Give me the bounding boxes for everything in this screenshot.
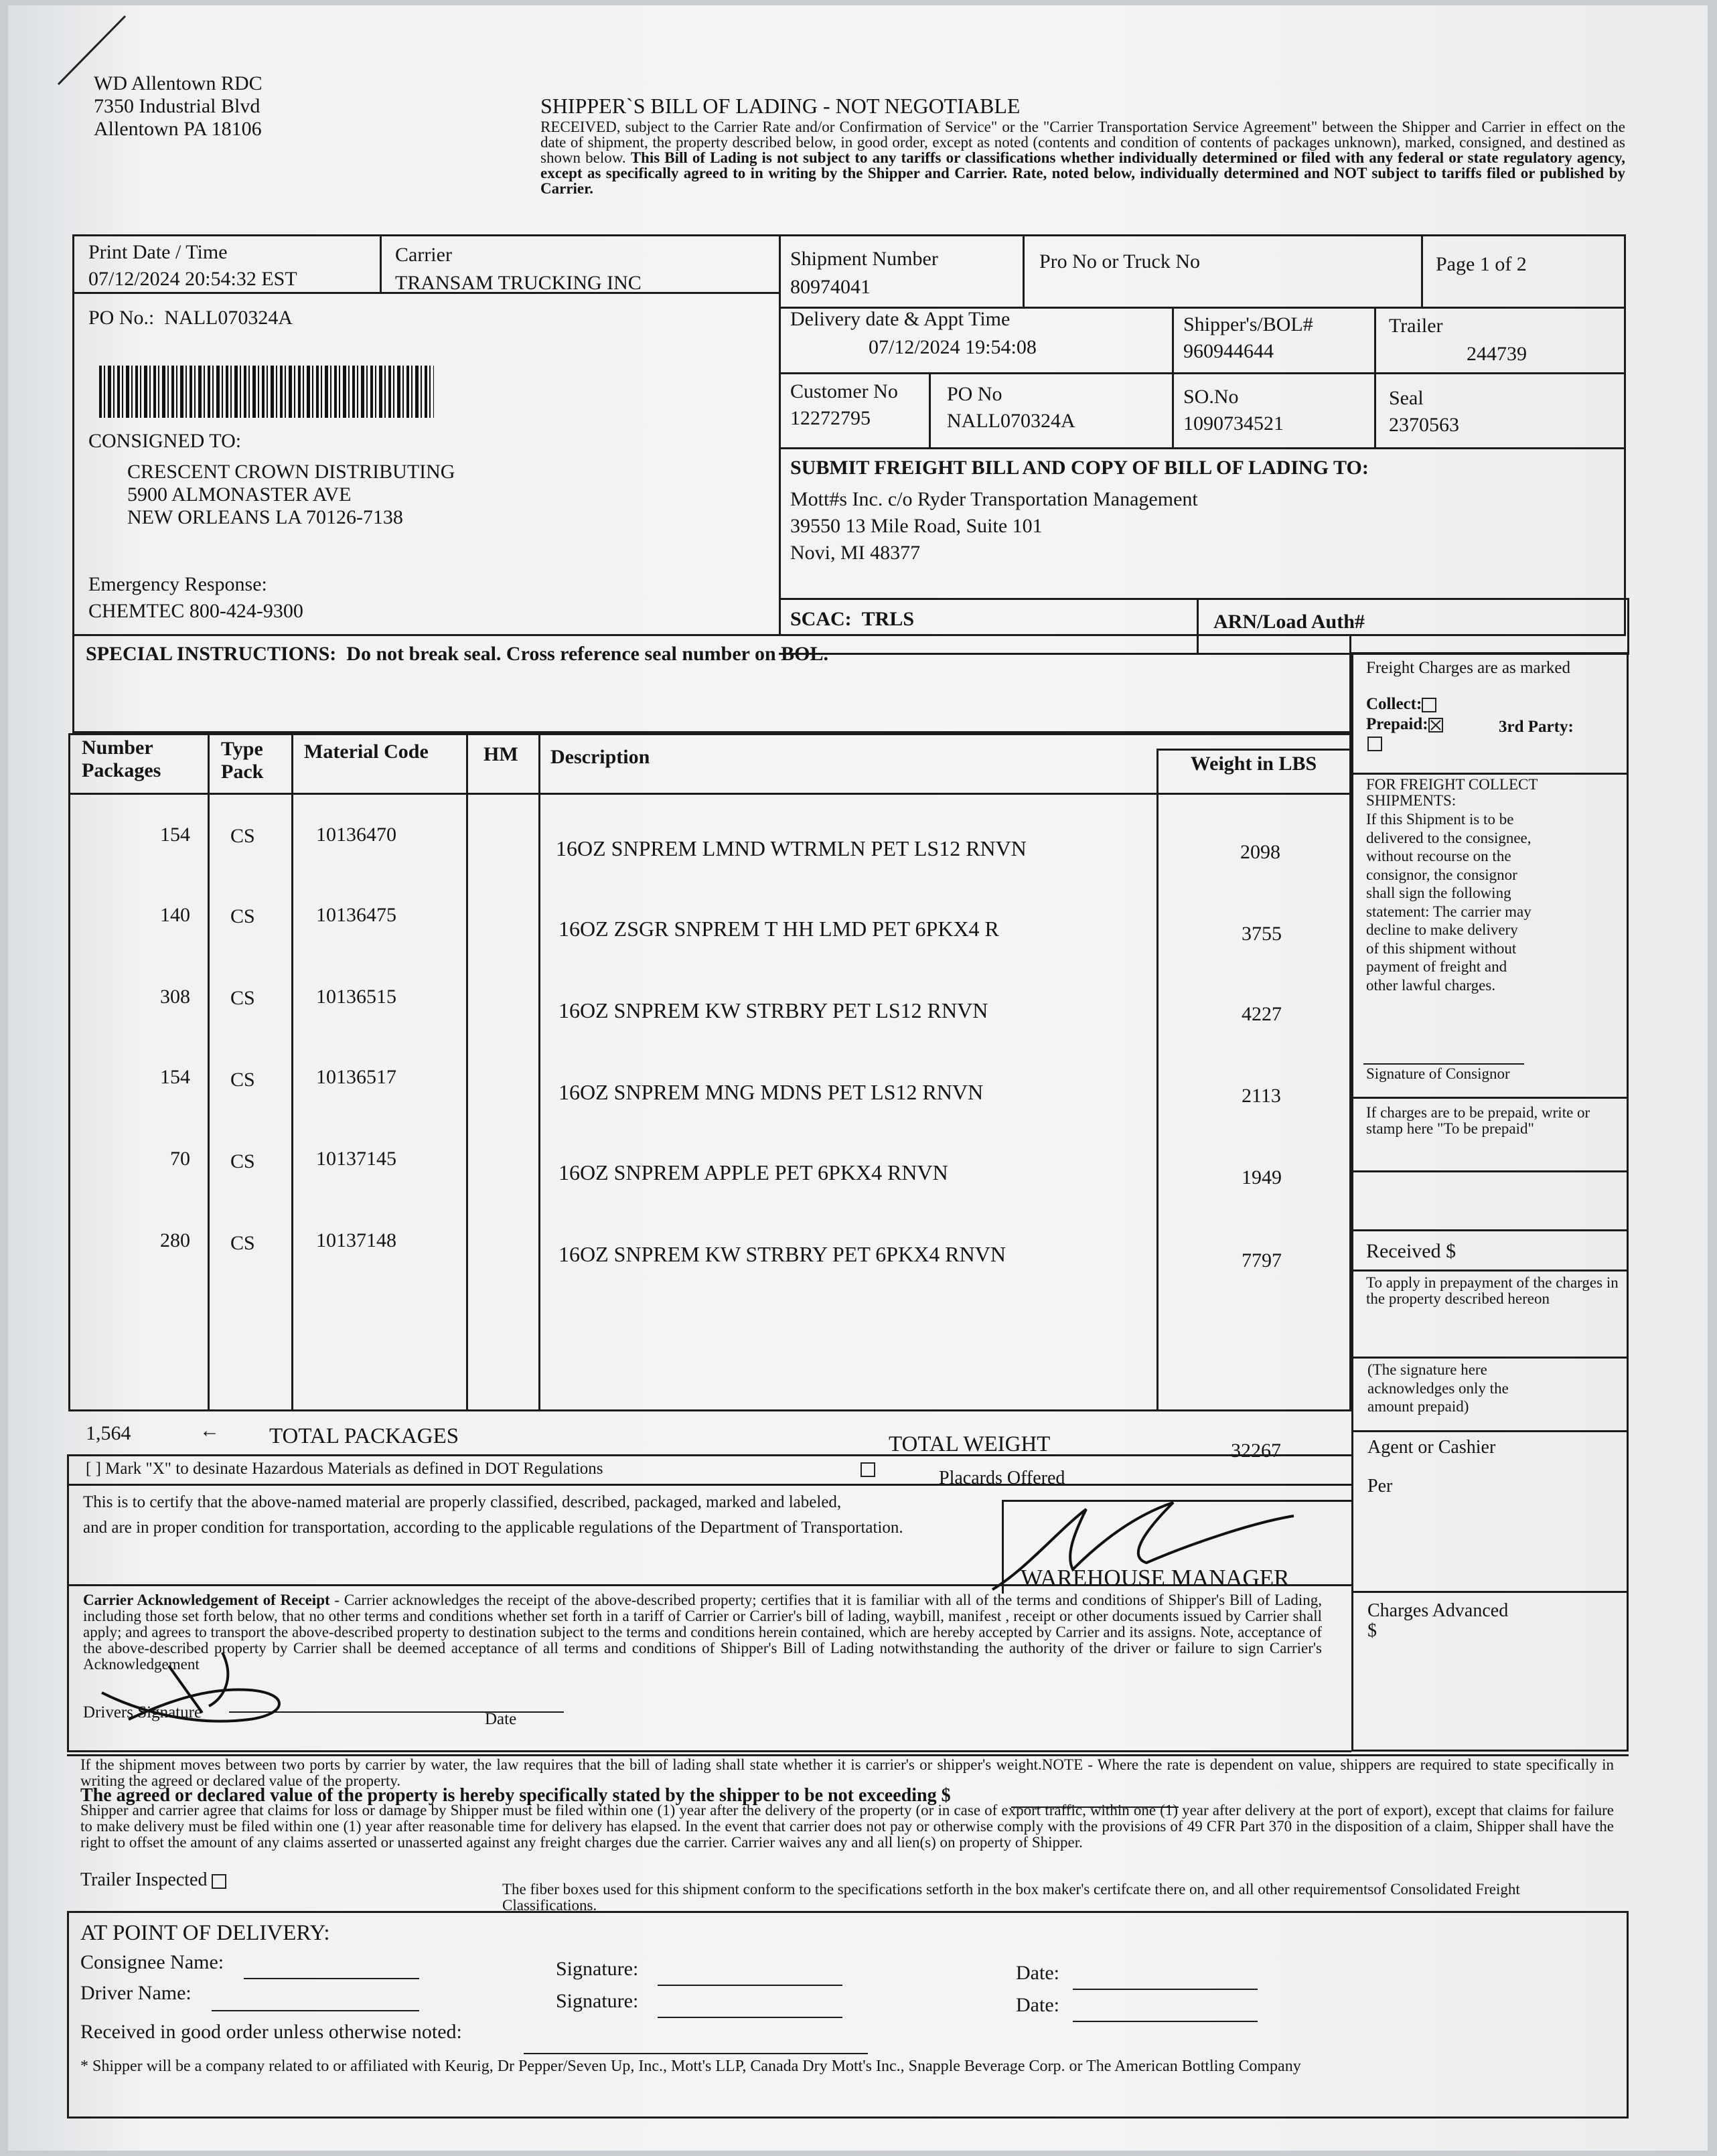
- seal-label: Seal: [1389, 387, 1424, 409]
- so-no-label: SO.No: [1183, 386, 1239, 408]
- agent-cashier-label: Agent or Cashier: [1367, 1437, 1496, 1458]
- driver-signature: [88, 1639, 309, 1733]
- hazmat-line: [ ] Mark "X" to desinate Hazardous Materials as defined in DOT Regulations: [86, 1460, 603, 1478]
- shipment-number-label: Shipment Number: [790, 248, 938, 270]
- delivery-title: AT POINT OF DELIVERY:: [80, 1921, 330, 1945]
- footer-note: * Shipper will be a company related to or affiliated with Keurig, Dr Pepper/Seven Up, Inc., Mott's LLP, Canada Dry Mott's Inc., Snapple Beverage Corp. or The American Bottling Company: [80, 2058, 1301, 2075]
- charges-advanced-label: Charges Advanced: [1367, 1600, 1509, 1621]
- submit-line-1: Mott#s Inc. c/o Ryder Transportation Management: [790, 488, 1198, 510]
- customer-no-value: 12272795: [790, 407, 871, 429]
- row3-weight: 4227: [1242, 1003, 1282, 1025]
- po-no-label: PO No: [947, 383, 1002, 405]
- po-no-value: NALL070324A: [947, 410, 1075, 432]
- row3-material: 10136515: [316, 986, 396, 1008]
- print-date-value: 07/12/2024 20:54:32 EST: [88, 268, 297, 290]
- consignee-city: NEW ORLEANS LA 70126-7138: [127, 506, 403, 528]
- terms-paragraph: [540, 119, 1625, 196]
- certify-line-1: This is to certify that the above-named material are properly classified, described, packaged, marked and labeled,: [83, 1493, 842, 1511]
- emergency-value: CHEMTEC 800-424-9300: [88, 600, 303, 622]
- po-number: [88, 307, 293, 329]
- row4-packages: 154: [160, 1066, 190, 1088]
- date-label-1: Date:: [1016, 1962, 1059, 1984]
- signature-consignor: Signature of Consignor: [1366, 1065, 1510, 1082]
- carrier-value: TRANSAM TRUCKING INC: [395, 272, 642, 294]
- manager-signature: [972, 1489, 1307, 1596]
- print-date-label: Print Date / Time: [88, 241, 228, 263]
- trailer-inspected-label: Trailer Inspected: [80, 1869, 208, 1890]
- special-value: Do not break seal. Cross reference seal number on BOL.: [346, 643, 828, 665]
- freight-charges-label: Freight Charges are as marked: [1366, 659, 1570, 677]
- per-label: Per: [1367, 1476, 1393, 1496]
- col-material: Material Code: [304, 741, 429, 763]
- collect-checkbox[interactable]: [1422, 698, 1436, 712]
- col-hm: HM: [483, 743, 518, 765]
- collect-option[interactable]: [1366, 695, 1436, 714]
- placards-checkbox[interactable]: [861, 1462, 875, 1477]
- col-weight: Weight in LBS: [1190, 753, 1317, 775]
- submit-line-2: 39550 13 Mile Road, Suite 101: [790, 515, 1043, 537]
- consignee-block: [127, 461, 455, 529]
- charges-advanced-dollar: $: [1367, 1620, 1377, 1641]
- trailer-label: Trailer: [1389, 315, 1443, 337]
- drivers-signature-label: Drivers Signature: [83, 1703, 202, 1721]
- shipper-bol-label: Shipper's/BOL#: [1183, 313, 1313, 335]
- signature-label-2: Signature:: [556, 1990, 639, 2012]
- declared-value: The agreed or declared value of the property is hereby specifically stated by the shipper to be not exceeding $: [80, 1785, 951, 1806]
- certify-line-2: and are in proper condition for transportation, according to the applicable regulations of the Department of Transportation.: [83, 1519, 903, 1537]
- special-label: SPECIAL INSTRUCTIONS:: [86, 643, 337, 665]
- scac: [790, 608, 914, 631]
- left-arrow-icon: ←: [200, 1419, 220, 1442]
- delivery-value: 07/12/2024 19:54:08: [869, 336, 1037, 358]
- consignee-name-label: Consignee Name:: [80, 1951, 224, 1973]
- row6-description: 16OZ SNPREM KW STRBRY PET 6PKX4 RNVN: [558, 1242, 1006, 1266]
- trailer-inspected-checkbox[interactable]: [212, 1874, 226, 1889]
- driver-name-label: Driver Name:: [80, 1982, 192, 2004]
- row6-packages: 280: [160, 1229, 190, 1251]
- collect-label: Collect:: [1366, 695, 1422, 713]
- po-value: NALL070324A: [164, 307, 293, 329]
- so-no-value: 1090734521: [1183, 412, 1284, 435]
- customer-no-label: Customer No: [790, 380, 898, 402]
- third-party-checkbox[interactable]: [1367, 737, 1382, 751]
- shipper-bol-value: 960944644: [1183, 340, 1274, 362]
- freight-collect-title: FOR FREIGHT COLLECT SHIPMENTS:: [1366, 776, 1538, 809]
- row2-description: 16OZ ZSGR SNPREM T HH LMD PET 6PKX4 R: [558, 917, 999, 941]
- bol-title: SHIPPER`S BILL OF LADING - NOT NEGOTIABLE: [540, 94, 1021, 118]
- pro-no-label: Pro No or Truck No: [1039, 250, 1201, 273]
- col-packages: Number Packages: [82, 737, 161, 781]
- terms-bold: This Bill of Lading is not subject to any tariffs or classifications whether individually determined or filed with any federal or state regulatory agency, except as specifically agreed to in writing by the Shipper and Carrier. Rate, noted below, individually determined and NOT subject to tariffs filed or published by Carrier.: [540, 149, 1626, 197]
- row4-material: 10136517: [316, 1066, 396, 1088]
- row4-description: 16OZ SNPREM MNG MDNS PET LS12 RNVN: [558, 1080, 984, 1104]
- bill-of-lading-page: [8, 5, 1708, 2151]
- row5-weight: 1949: [1242, 1166, 1282, 1188]
- shipper-street: 7350 Industrial Blvd: [94, 95, 260, 117]
- water-note: If the shipment moves between two ports by carrier by water, the law requires that the bill of lading shall state whether it is carrier's or shipper's weight.NOTE - Where the rate is dependent on value, shippers are required to state specifically in writing the agreed or declared value of the property.: [80, 1756, 1614, 1789]
- row2-type: CS: [230, 905, 255, 927]
- placards-label: Placards Offered: [939, 1468, 1065, 1488]
- row4-type: CS: [230, 1069, 255, 1091]
- submit-address: [790, 486, 1198, 566]
- third-party-label: 3rd Party:: [1499, 718, 1574, 736]
- emergency-label: Emergency Response:: [88, 573, 267, 595]
- prepaid-label: Prepaid:: [1366, 715, 1428, 733]
- row2-weight: 3755: [1242, 923, 1282, 945]
- col-type: Type Pack: [221, 738, 264, 783]
- received-good-order: Received in good order unless otherwise noted:: [80, 2021, 462, 2043]
- signature-label-1: Signature:: [556, 1958, 639, 1980]
- row5-material: 10137145: [316, 1148, 396, 1170]
- warehouse-manager: WAREHOUSE MANAGER: [1021, 1565, 1290, 1591]
- row6-material: 10137148: [316, 1229, 396, 1251]
- signature-note: (The signature here acknowledges only the amount prepaid): [1367, 1361, 1509, 1415]
- carrier-label: Carrier: [395, 244, 452, 266]
- barcode: [99, 366, 434, 418]
- received-note: To apply in prepayment of the charges in the property described hereon: [1366, 1274, 1619, 1307]
- special-instructions: [86, 643, 828, 666]
- scac-value: TRLS: [861, 608, 915, 630]
- prepaid-note: If charges are to be prepaid, write or stamp here "To be prepaid": [1366, 1104, 1590, 1137]
- submit-line-3: Novi, MI 48377: [790, 542, 921, 564]
- consignee-street: 5900 ALMONASTER AVE: [127, 483, 352, 506]
- row3-description: 16OZ SNPREM KW STRBRY PET LS12 RNVN: [558, 998, 988, 1022]
- seal-value: 2370563: [1389, 414, 1459, 436]
- claims-text: Shipper and carrier agree that claims for loss or damage by Shipper must be filed within one (1) year after the delivery of the property (or in case of export traffic, within one (1) year after delivery at the port of export), except that claims for failure to make delivery must be filed within one (1) year after reasonable time for delivery has elapsed. In the event that carrier does not pay or otherwise comply with the provisions of 49 CFR Part 370 in the disposition of a claim, Shipper shall have the right to offset the amount of any claims asserted or unasserted against any freight charges due the carrier. Carrier waives any and all lien(s) on property of Shipper.: [80, 1802, 1614, 1851]
- row1-material: 10136470: [316, 824, 396, 846]
- row5-description: 16OZ SNPREM APPLE PET 6PKX4 RNVN: [558, 1160, 948, 1184]
- consigned-label: CONSIGNED TO:: [88, 430, 242, 452]
- row6-type: CS: [230, 1232, 255, 1254]
- total-weight-value: 32267: [1231, 1440, 1281, 1462]
- trailer-value: 244739: [1467, 343, 1527, 365]
- carrier-ack-title: Carrier Acknowledgement of Receipt: [83, 1592, 330, 1608]
- submit-title: SUBMIT FREIGHT BILL AND COPY OF BILL OF LADING TO:: [790, 457, 1369, 479]
- shipper-address: [94, 72, 263, 141]
- date-label-2: Date:: [1016, 1994, 1059, 2016]
- shipper-name: WD Allentown RDC: [94, 72, 263, 94]
- arn-label: ARN/Load Auth#: [1213, 611, 1365, 633]
- row4-weight: 2113: [1242, 1085, 1281, 1107]
- trailer-inspected[interactable]: [80, 1869, 226, 1891]
- po-label: PO No.:: [88, 307, 155, 329]
- col-description: Description: [550, 746, 650, 768]
- row6-weight: 7797: [1242, 1249, 1282, 1272]
- row2-material: 10136475: [316, 904, 396, 926]
- row1-packages: 154: [160, 824, 190, 846]
- total-packages-label: TOTAL PACKAGES: [269, 1424, 459, 1448]
- shipment-number-value: 80974041: [790, 276, 871, 298]
- row1-description: 16OZ SNPREM LMND WTRMLN PET LS12 RNVN: [556, 836, 1027, 860]
- page-indicator: Page 1 of 2: [1436, 253, 1527, 275]
- shipper-city: Allentown PA 18106: [94, 118, 262, 140]
- total-weight-label: TOTAL WEIGHT: [889, 1432, 1051, 1456]
- consignee-name: CRESCENT CROWN DISTRIBUTING: [127, 461, 455, 483]
- row2-packages: 140: [160, 904, 190, 926]
- row5-type: CS: [230, 1150, 255, 1172]
- carrier-ack-text: - Carrier acknowledges the receipt of the above-described property; certifies that it is familiar with all of the terms and conditions of Shipper's Bill of Lading, including those set forth below, that no other terms and conditions whether set forth in a tariff of Carrier or Carrier's bill of lading, waybill, manifest , receipt or other documents issued by Carrier shall apply; and agrees to transport the above-described property to destination subject to the terms and conditions herein contained, which are hereby accepted by Carrier and its assigns. Note, acceptance of the above-described property by Carrier shall be deemed acceptance of all terms and conditions of Shipper's Bill of Lading notwithstanding the authority of the driver or failure to sign Carrier's Acknowledgement: [83, 1592, 1322, 1673]
- fiber-note: The fiber boxes used for this shipment conform to the specifications setforth in the box maker's certifcate there on, and all other requirementsof Consolidated Freight Classifications.: [502, 1881, 1520, 1914]
- total-packages-value: 1,564: [86, 1422, 131, 1444]
- row5-packages: 70: [170, 1148, 190, 1170]
- row1-weight: 2098: [1240, 841, 1280, 863]
- freight-collect-text: If this Shipment is to be delivered to the consignee, without recourse on the consignor, the consignor shall sign the following statement: The carrier may decline to make delivery of this shipment without payment of freight and other lawful charges.: [1366, 811, 1532, 994]
- date-label: Date: [485, 1710, 517, 1728]
- scac-label: SCAC:: [790, 608, 852, 630]
- terms-intro: RECEIVED, subject to the Carrier Rate and/or Confirmation of Service" or the "Carrier Transportation Service Agreement" between the Shipper and Carrier in effect on the date of shipment, the property described below, in good order, except as noted (contents and condition of contents of packages unknown), marked, consigned, and destined as shown below.: [540, 119, 1625, 166]
- received-label: Received $: [1366, 1240, 1457, 1262]
- prepaid-checkbox[interactable]: [1428, 718, 1443, 733]
- prepaid-option[interactable]: [1366, 715, 1443, 734]
- row3-packages: 308: [160, 986, 190, 1008]
- row3-type: CS: [230, 987, 255, 1009]
- items-table: [68, 733, 1351, 1411]
- delivery-label: Delivery date & Appt Time: [790, 308, 1011, 330]
- row1-type: CS: [230, 825, 255, 847]
